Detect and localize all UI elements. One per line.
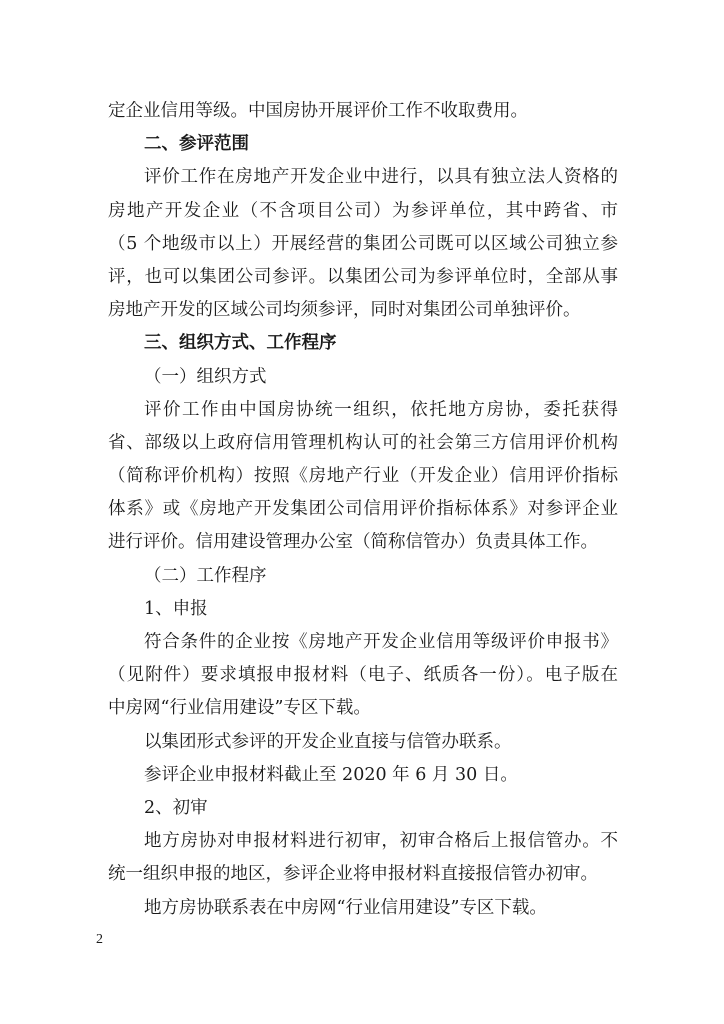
section-heading-organization: 三、组织方式、工作程序: [144, 333, 337, 354]
paragraph-line: 省、部级以上政府信用管理机构认可的社会第三方信用评价机构: [108, 432, 618, 453]
paragraph-line: 以集团形式参评的开发企业直接与信管办联系。: [144, 731, 512, 752]
paragraph-line: （5 个地级市以上）开展经营的集团公司既可以区域公司独立参: [108, 233, 618, 254]
paragraph-line: 中房网“行业信用建设”专区下载。: [108, 698, 371, 719]
paragraph-line: 评，也可以集团公司参评。以集团公司为参评单位时，全部从事: [108, 266, 618, 287]
paragraph-line: 地方房协联系表在中房网“行业信用建设”专区下载。: [144, 897, 547, 918]
paragraph-line: 体系》或《房地产开发集团公司信用评价指标体系》对参评企业: [108, 499, 618, 520]
paragraph-line: 地方房协对申报材料进行初审，初审合格后上报信管办。不: [144, 831, 618, 852]
paragraph-line: 定企业信用等级。中国房协开展评价工作不收取费用。: [108, 101, 528, 121]
paragraph-line: 参评企业申报材料截止至 2020 年 6 月 30 日。: [144, 764, 518, 785]
subsection-heading-organization-method: （一）组织方式: [144, 366, 267, 387]
paragraph-line: （见附件）要求填报申报材料（电子、纸质各一份）。电子版在: [108, 665, 618, 686]
paragraph-line: （简称评价机构）按照《房地产行业（开发企业）信用评价指标: [108, 466, 618, 487]
page-number: 2: [96, 932, 103, 947]
document-body: [108, 95, 618, 925]
paragraph-line: 评价工作由中国房协统一组织，依托地方房协，委托获得: [144, 399, 618, 420]
paragraph-line: 房地产开发企业（不含项目公司）为参评单位，其中跨省、市: [108, 200, 618, 221]
section-heading-scope: 二、参评范围: [144, 134, 249, 155]
paragraph-line: 进行评价。信用建设管理办公室（简称信管办）负责具体工作。: [108, 532, 598, 553]
paragraph-line: 房地产开发的区域公司均须参评，同时对集团公司单独评价。: [108, 300, 581, 321]
paragraph-line: 统一组织申报的地区，参评企业将申报材料直接报信管办初审。: [108, 864, 598, 885]
subsection-heading-work-procedure: （二）工作程序: [144, 565, 267, 586]
step-heading-declaration: 1、申报: [144, 598, 208, 619]
step-heading-preliminary-review: 2、初审: [144, 797, 208, 818]
paragraph-line: 评价工作在房地产开发企业中进行，以具有独立法人资格的: [144, 167, 618, 188]
paragraph-line: 符合条件的企业按《房地产开发企业信用等级评价申报书》: [144, 632, 618, 652]
